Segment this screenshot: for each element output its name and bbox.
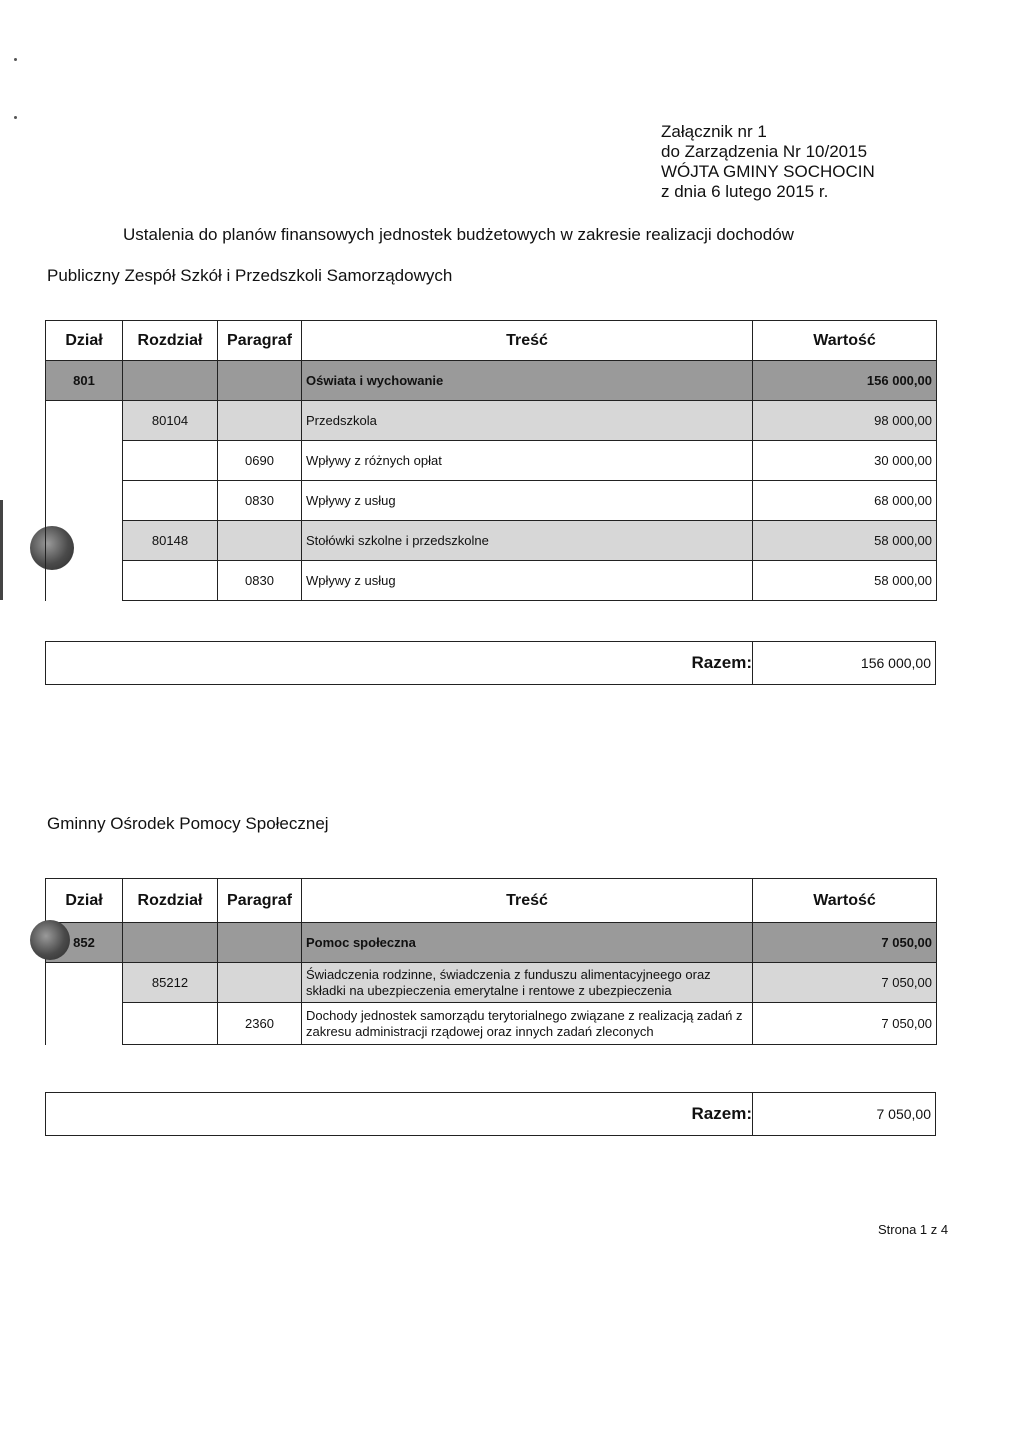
- total-label: Razem:: [691, 1104, 752, 1123]
- col-header-dzial: Dział: [46, 321, 123, 361]
- cell-wartosc: 156 000,00: [753, 361, 937, 401]
- table-row: [46, 561, 937, 601]
- issuer: WÓJTA GMINY SOCHOCIN: [661, 162, 875, 181]
- cell-rozdzial: [123, 561, 218, 601]
- cell-wartosc: 30 000,00: [753, 441, 937, 481]
- table-row: [46, 1003, 937, 1045]
- cell-rozdzial: [123, 1003, 218, 1045]
- col-header-paragraf: Paragraf: [218, 879, 302, 923]
- cell-tresc: Pomoc społeczna: [302, 923, 753, 963]
- issue-date: z dnia 6 lutego 2015 r.: [661, 182, 829, 201]
- table-header-row: [46, 321, 937, 361]
- cell-tresc: Stołówki szkolne i przedszkolne: [302, 521, 753, 561]
- unit-name: Publiczny Zespół Szkół i Przedszkoli Samorządowych: [47, 266, 453, 285]
- cell-tresc: Dochody jednostek samorządu terytorialnego związane z realizacją zadań z zakresu administracji rządowej oraz innych zadań zleconych: [302, 1003, 753, 1045]
- col-header-wartosc: Wartość: [753, 321, 937, 361]
- cell-wartosc: 7 050,00: [753, 963, 937, 1003]
- cell-paragraf: [218, 361, 302, 401]
- cell-paragraf: [218, 401, 302, 441]
- total-label: Razem:: [691, 653, 752, 672]
- scan-speck: [14, 58, 17, 61]
- document-title: Ustalenia do planów finansowych jednostek budżetowych w zakresie realizacji dochodów: [123, 225, 794, 244]
- cell-rozdzial: [123, 361, 218, 401]
- budget-table-unit1: [45, 320, 937, 601]
- cell-paragraf: 0690: [218, 441, 302, 481]
- cell-rozdzial: [123, 441, 218, 481]
- cell-dzial: [46, 963, 123, 1045]
- cell-tresc: Świadczenia rodzinne, świadczenia z funduszu alimentacyjneego oraz składki na ubezpieczenia emerytalne i rentowe z ubezpieczenia: [302, 963, 753, 1003]
- cell-wartosc: 58 000,00: [753, 521, 937, 561]
- cell-dzial: 801: [46, 361, 123, 401]
- total-box-unit2: [45, 1092, 936, 1136]
- col-header-rozdzial: Rozdział: [123, 321, 218, 361]
- col-header-dzial: Dział: [46, 879, 123, 923]
- scan-edge-mark: [0, 500, 3, 600]
- col-header-rozdzial: Rozdział: [123, 879, 218, 923]
- punch-hole-icon: [30, 920, 70, 960]
- ordinance-number: do Zarządzenia Nr 10/2015: [661, 142, 868, 161]
- cell-wartosc: 7 050,00: [753, 1003, 937, 1045]
- table-row: [46, 401, 937, 441]
- table-row: [46, 481, 937, 521]
- cell-paragraf: 2360: [218, 1003, 302, 1045]
- page-number: Strona 1 z 4: [878, 1222, 949, 1237]
- cell-wartosc: 58 000,00: [753, 561, 937, 601]
- table-header-row: [46, 879, 937, 923]
- attachment-number: Załącznik nr 1: [661, 122, 767, 141]
- cell-wartosc: 68 000,00: [753, 481, 937, 521]
- unit-name: Gminny Ośrodek Pomocy Społecznej: [47, 814, 329, 833]
- cell-tresc: Oświata i wychowanie: [302, 361, 753, 401]
- cell-rozdzial: [123, 923, 218, 963]
- cell-tresc: Wpływy z usług: [302, 481, 753, 521]
- cell-rozdzial: 80104: [123, 401, 218, 441]
- cell-paragraf: 0830: [218, 561, 302, 601]
- total-divider: [752, 1093, 753, 1135]
- col-header-tresc: Treść: [302, 321, 753, 361]
- cell-rozdzial: [123, 481, 218, 521]
- cell-paragraf: 0830: [218, 481, 302, 521]
- scan-speck: [14, 116, 17, 119]
- cell-dzial: [46, 401, 123, 601]
- table-row: [46, 441, 937, 481]
- attachment-header: [661, 122, 875, 202]
- budget-table-unit2: [45, 878, 937, 1045]
- col-header-paragraf: Paragraf: [218, 321, 302, 361]
- cell-rozdzial: 85212: [123, 963, 218, 1003]
- col-header-tresc: Treść: [302, 879, 753, 923]
- cell-wartosc: 98 000,00: [753, 401, 937, 441]
- col-header-wartosc: Wartość: [753, 879, 937, 923]
- cell-tresc: Wpływy z różnych opłat: [302, 441, 753, 481]
- total-box-unit1: [45, 641, 936, 685]
- table-row: [46, 963, 937, 1003]
- total-value: 156 000,00: [860, 655, 931, 671]
- cell-rozdzial: 80148: [123, 521, 218, 561]
- cell-paragraf: [218, 963, 302, 1003]
- total-value: 7 050,00: [876, 1106, 931, 1122]
- cell-paragraf: [218, 521, 302, 561]
- cell-wartosc: 7 050,00: [753, 923, 937, 963]
- cell-tresc: Przedszkola: [302, 401, 753, 441]
- cell-paragraf: [218, 923, 302, 963]
- table-row: [46, 521, 937, 561]
- total-divider: [752, 642, 753, 684]
- cell-tresc: Wpływy z usług: [302, 561, 753, 601]
- table-row: [46, 923, 937, 963]
- cell-dzial: 852: [46, 923, 123, 963]
- table-row: [46, 361, 937, 401]
